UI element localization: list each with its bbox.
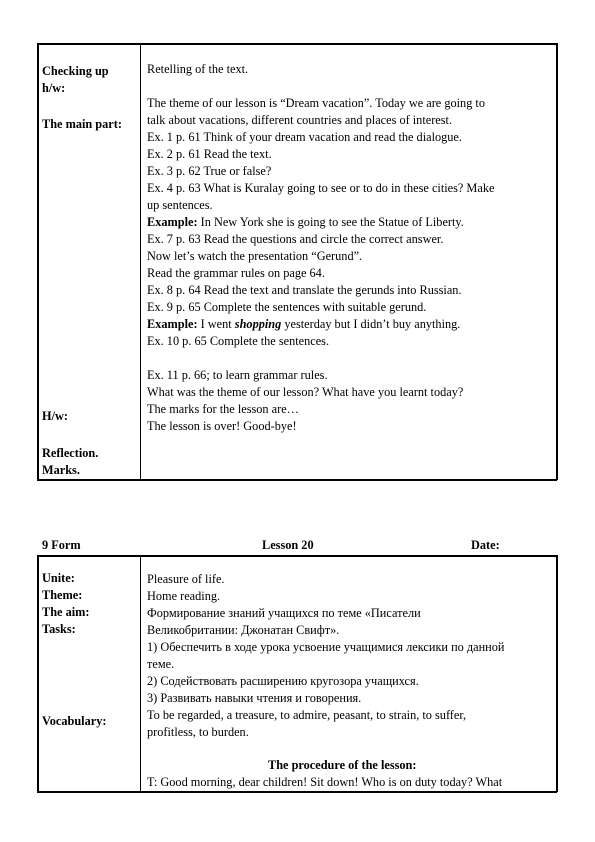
line-theme: The theme of our lesson is “Dream vacation”. Today we are going to	[147, 96, 485, 110]
label-marks: Marks.	[42, 463, 80, 477]
table2-bottom-border	[37, 791, 557, 793]
line-reflection-question: What was the theme of our lesson? What have you learnt today?	[147, 385, 464, 399]
label-vocabulary: Vocabulary:	[42, 714, 107, 728]
line-ex3: Ex. 3 p. 62 True or false?	[147, 164, 272, 178]
line-good-bye: The lesson is over! Good-bye!	[147, 419, 297, 433]
line-ex2: Ex. 2 p. 61 Read the text.	[147, 147, 272, 161]
line-up-sentences: up sentences.	[147, 198, 213, 212]
line-ex1: Ex. 1 p. 61 Think of your dream vacation and read the dialogue.	[147, 130, 462, 144]
line-home-reading: Home reading.	[147, 589, 221, 603]
lesson-number: Lesson 20	[262, 538, 314, 552]
example-label: Example:	[147, 215, 198, 229]
line-task-1: 1) Обеспечить в ходе урока усвоение учащимися лексики по данной	[147, 640, 505, 654]
line-vocabulary-1: To be regarded, a treasure, to admire, peasant, to strain, to suffer,	[147, 708, 467, 722]
example-text-b: yesterday but I didn’t buy anything.	[281, 317, 461, 331]
table1-top-border	[37, 43, 557, 45]
line-presentation: Now let’s watch the presentation “Gerund”.	[147, 249, 363, 263]
line-ex8: Ex. 8 p. 64 Read the text and translate the gerunds into Russian.	[147, 283, 462, 297]
example-gerund: shopping	[234, 317, 282, 331]
line-vocabulary-2: profitless, to burden.	[147, 725, 249, 739]
line-aim-2: Великобритании: Джонатан Свифт».	[147, 623, 340, 637]
table2-left-border	[37, 555, 39, 792]
line-ex11: Ex. 11 p. 66; to learn grammar rules.	[147, 368, 328, 382]
line-pleasure-of-life: Pleasure of life.	[147, 572, 225, 586]
line-example-1	[147, 215, 464, 229]
label-theme: Theme:	[42, 588, 83, 602]
line-aim-1: Формирование знаний учащихся по теме «Писатели	[147, 606, 421, 620]
line-retelling: Retelling of the text.	[147, 62, 249, 76]
label-tasks: Tasks:	[42, 622, 76, 636]
example-text: In New York she is going to see the Statue of Liberty.	[197, 215, 464, 229]
table2-top-border	[37, 555, 557, 557]
line-task-2: 2) Содействовать расширению кругозора учащихся.	[147, 674, 419, 688]
line-ex9: Ex. 9 p. 65 Complete the sentences with suitable gerund.	[147, 300, 427, 314]
line-ex7: Ex. 7 p. 63 Read the questions and circle the correct answer.	[147, 232, 444, 246]
label-main-part: The main part:	[42, 117, 122, 131]
label-reflection: Reflection.	[42, 446, 99, 460]
line-ex4: Ex. 4 p. 63 What is Kuralay going to see or to do in these cities? Make	[147, 181, 495, 195]
line-talk-about: talk about vacations, different countries and places of interest.	[147, 113, 453, 127]
table1-divider	[140, 43, 141, 480]
line-grammar-rules: Read the grammar rules on page 64.	[147, 266, 325, 280]
line-task-3: 3) Развивать навыки чтения и говорения.	[147, 691, 362, 705]
example-label: Example:	[147, 317, 198, 331]
label-hw-colon: h/w:	[42, 81, 66, 95]
table1-right-border	[556, 43, 558, 480]
line-marks: The marks for the lesson are…	[147, 402, 299, 416]
date-label: Date:	[471, 538, 500, 552]
line-ex10: Ex. 10 p. 65 Complete the sentences.	[147, 334, 330, 348]
table2-divider	[140, 555, 141, 792]
line-example-2	[147, 317, 460, 331]
table1-bottom-border	[37, 479, 557, 481]
line-greeting: T: Good morning, dear children! Sit down! Who is on duty today? What	[147, 775, 503, 789]
form-label: 9 Form	[42, 538, 81, 552]
label-hw: H/w:	[42, 409, 68, 423]
line-task-1-cont: теме.	[147, 657, 175, 671]
procedure-heading: The procedure of the lesson:	[268, 758, 417, 772]
label-aim: The aim:	[42, 605, 90, 619]
example-text-a: I went	[197, 317, 235, 331]
label-checking-up: Checking up	[42, 64, 109, 78]
table2-right-border	[556, 555, 558, 792]
table1-left-border	[37, 43, 39, 480]
label-unite: Unite:	[42, 571, 75, 585]
